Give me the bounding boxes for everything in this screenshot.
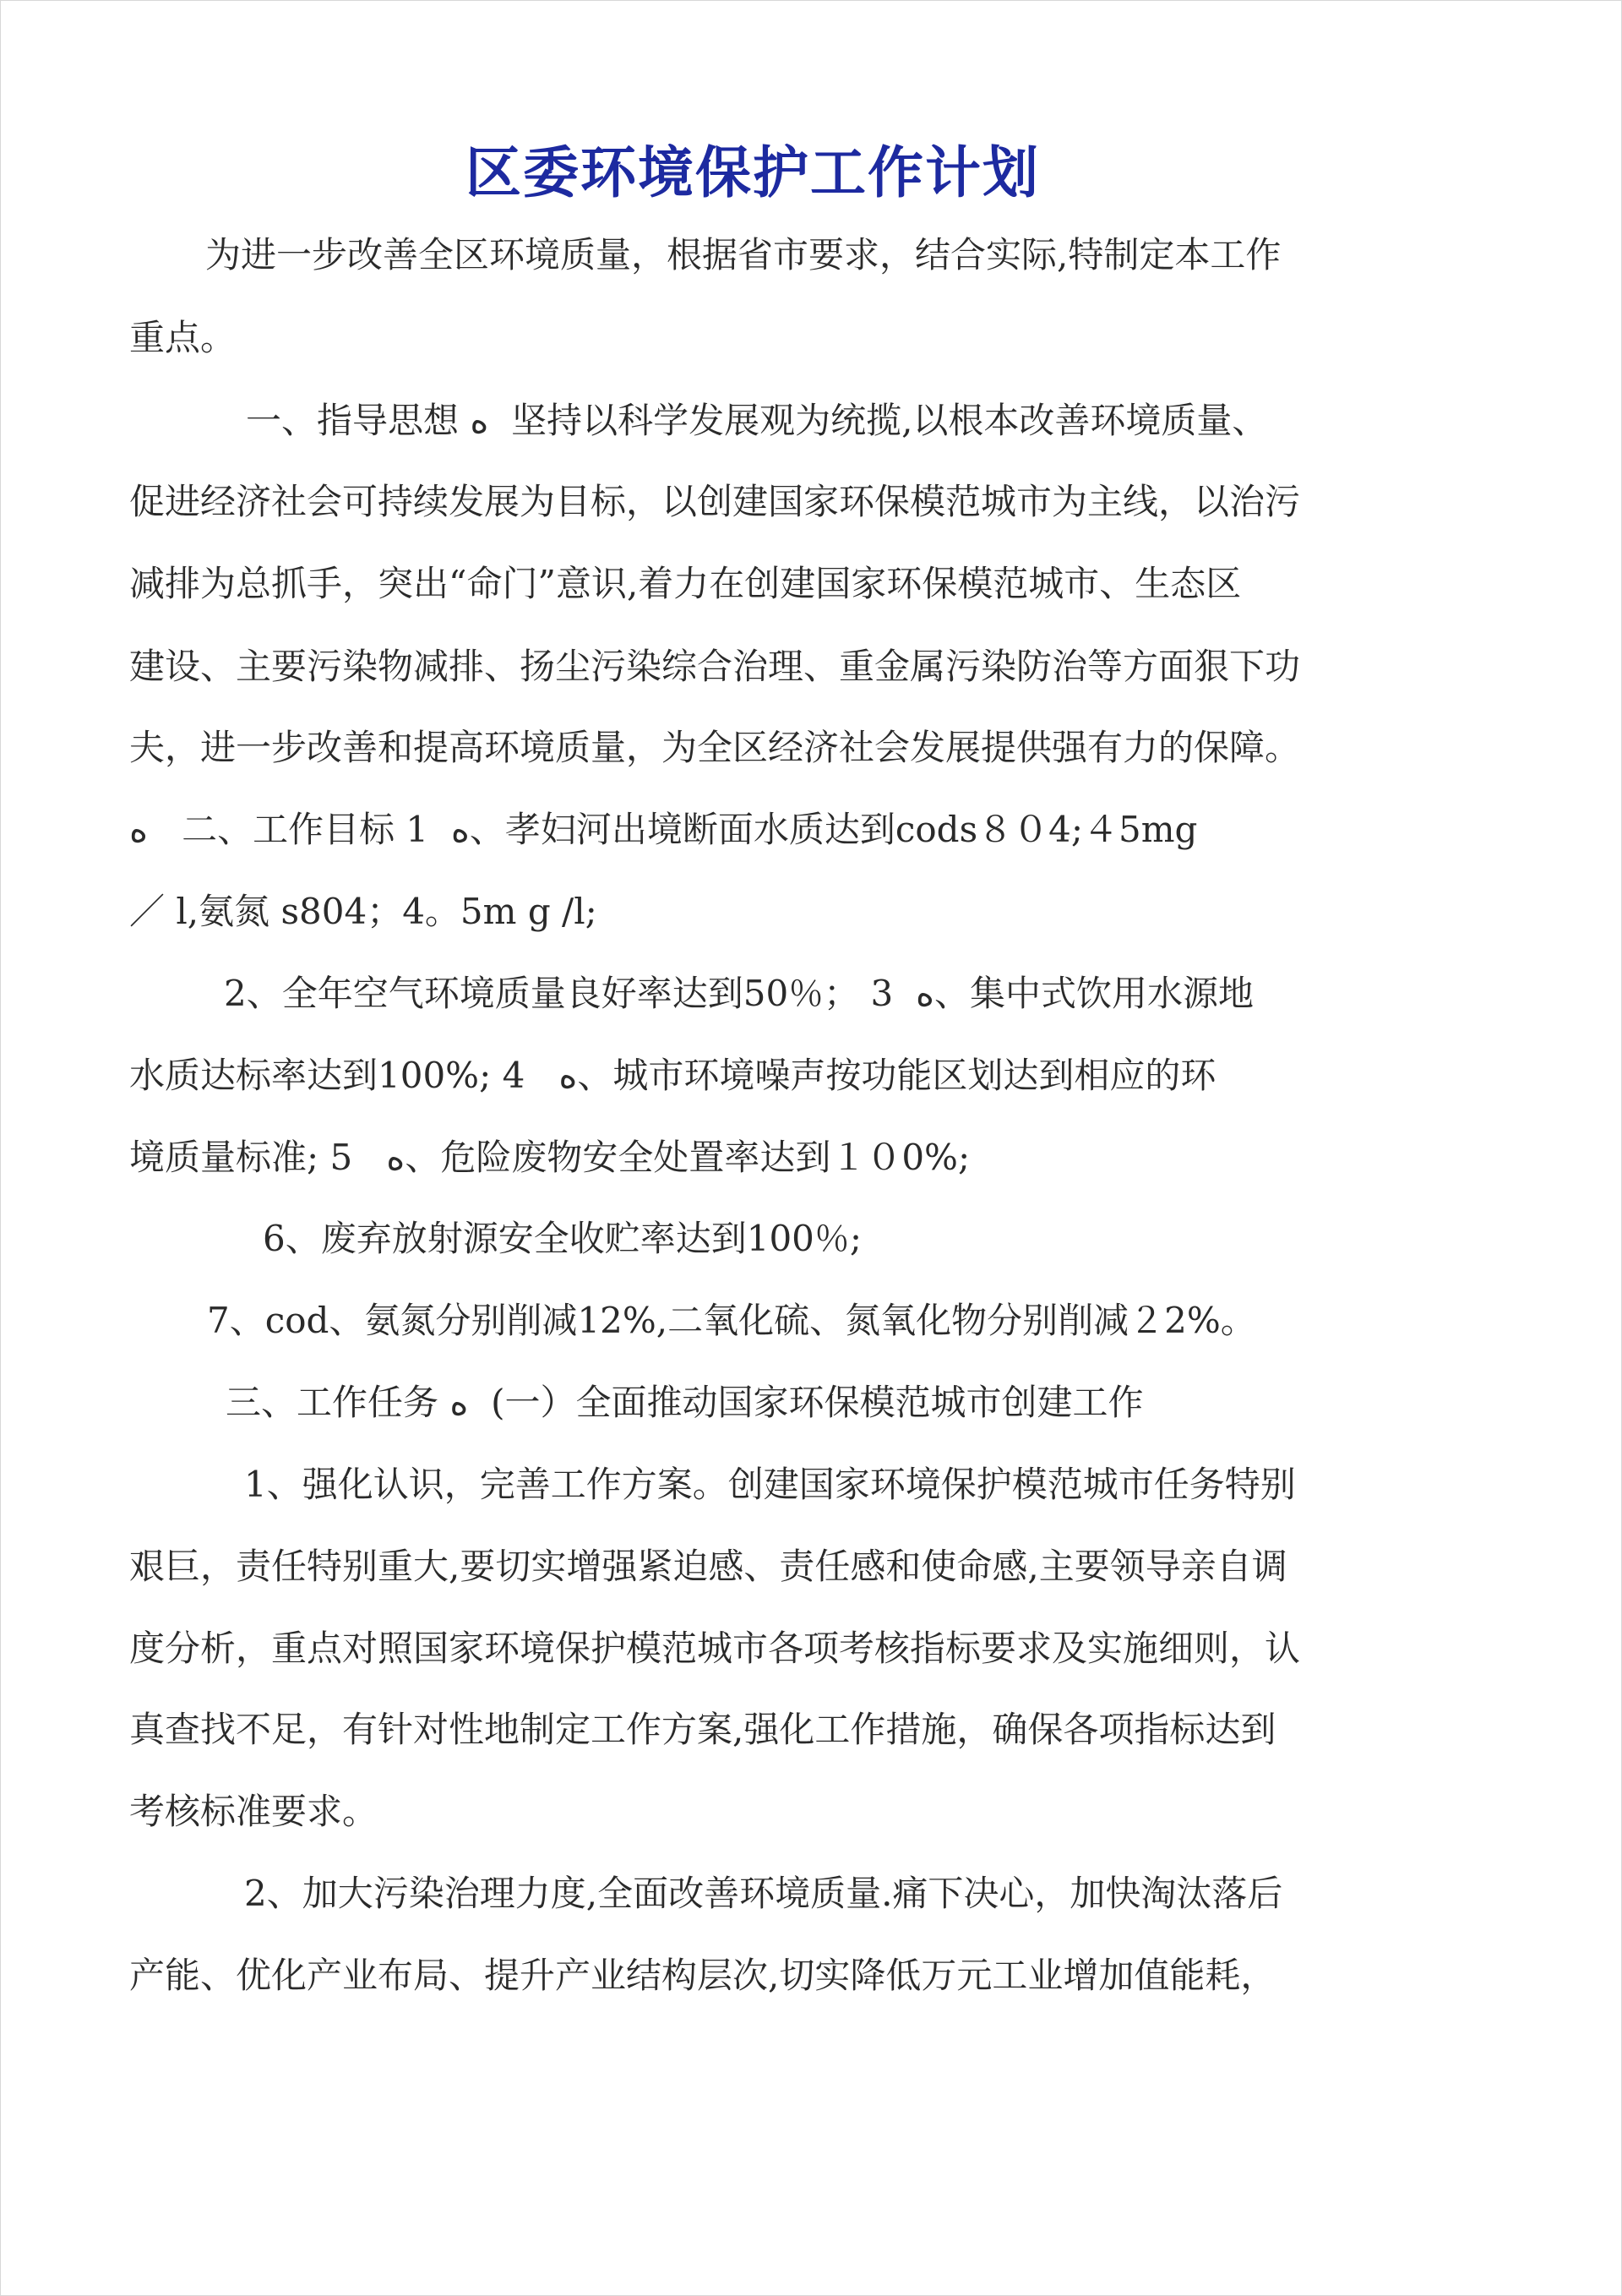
paragraph-line: 促进经济社会可持续发展为目标，以创建国家环保模范城市为主线，以治污 [129, 481, 1301, 522]
paragraph-line: 为进一步改善全区环境质量，根据省市要求，结合实际,特制定本工作 [205, 234, 1282, 275]
paragraph-line: 三、工作任务 ﻩ (一）全面推动国家环保模范城市创建工作 [226, 1382, 1144, 1423]
paragraph-line: 建设、主要污染物减排、扬尘污染综合治理、重金属污染防治等方面狠下功 [129, 646, 1301, 687]
paragraph-line: 7、cod、氨氮分别削减12%,二氧化硫、氮氧化物分别削减２2%。 [207, 1300, 1256, 1341]
paragraph-line: 1、强化认识，完善工作方案。创建国家环境保护模范城市任务特别 [244, 1464, 1296, 1505]
paragraph-line: 真查找不足，有针对性地制定工作方案,强化工作措施，确保各项指标达到 [129, 1709, 1276, 1750]
paragraph-line: ﻩ 二、工作目标 ﻩ 1、孝妇河出境断面水质达到cods８０4;４5mg [129, 809, 1198, 850]
paragraph-line: 产能、优化产业布局、提升产业结构层次,切实降低万元工业增加值能耗， [129, 1955, 1276, 1996]
paragraph-line: 艰巨，责任特别重大,要切实增强紧迫感、责任感和使命感,主要领导亲自调 [129, 1546, 1287, 1587]
paragraph-line: 重点。 [129, 317, 237, 358]
paragraph-line: 2、全年空气环境质量良好率达到50％； ﻩ 3、集中式饮用水源地 [224, 973, 1254, 1014]
paragraph-line: 减排为总抓手，突出“命门”意识,着力在创建国家环保模范城市、生态区 [129, 563, 1242, 604]
paragraph-line: 2、加大污染治理力度,全面改善环境质量.痛下决心，加快淘汰落后 [244, 1873, 1283, 1914]
paragraph-line: 考核标准要求。 [129, 1791, 378, 1832]
paragraph-line: 境质量标准; ﻩ 5、危险废物安全处置率达到１０0%; [129, 1137, 971, 1178]
paragraph-line: 夫，进一步改善和提高环境质量，为全区经济社会发展提供强有力的保障。 [129, 727, 1301, 768]
document-title: 区委环境保护工作计划 [465, 140, 1040, 205]
paragraph-line: 度分析，重点对照国家环境保护模范城市各项考核指标要求及实施细则，认 [129, 1628, 1301, 1669]
paragraph-line: ／ l,氨氮 s804；4。5m g /l; [129, 891, 597, 932]
paragraph-line: 6、废弃放射源安全收贮率达到100％; [263, 1218, 863, 1259]
paragraph-line: 一、指导思想 ﻩ 坚持以科学发展观为统揽,以根本改善环境质量、 [246, 400, 1268, 441]
paragraph-line: 水质达标率达到100%; ﻩ 4、城市环境噪声按功能区划达到相应的环 [129, 1055, 1216, 1096]
